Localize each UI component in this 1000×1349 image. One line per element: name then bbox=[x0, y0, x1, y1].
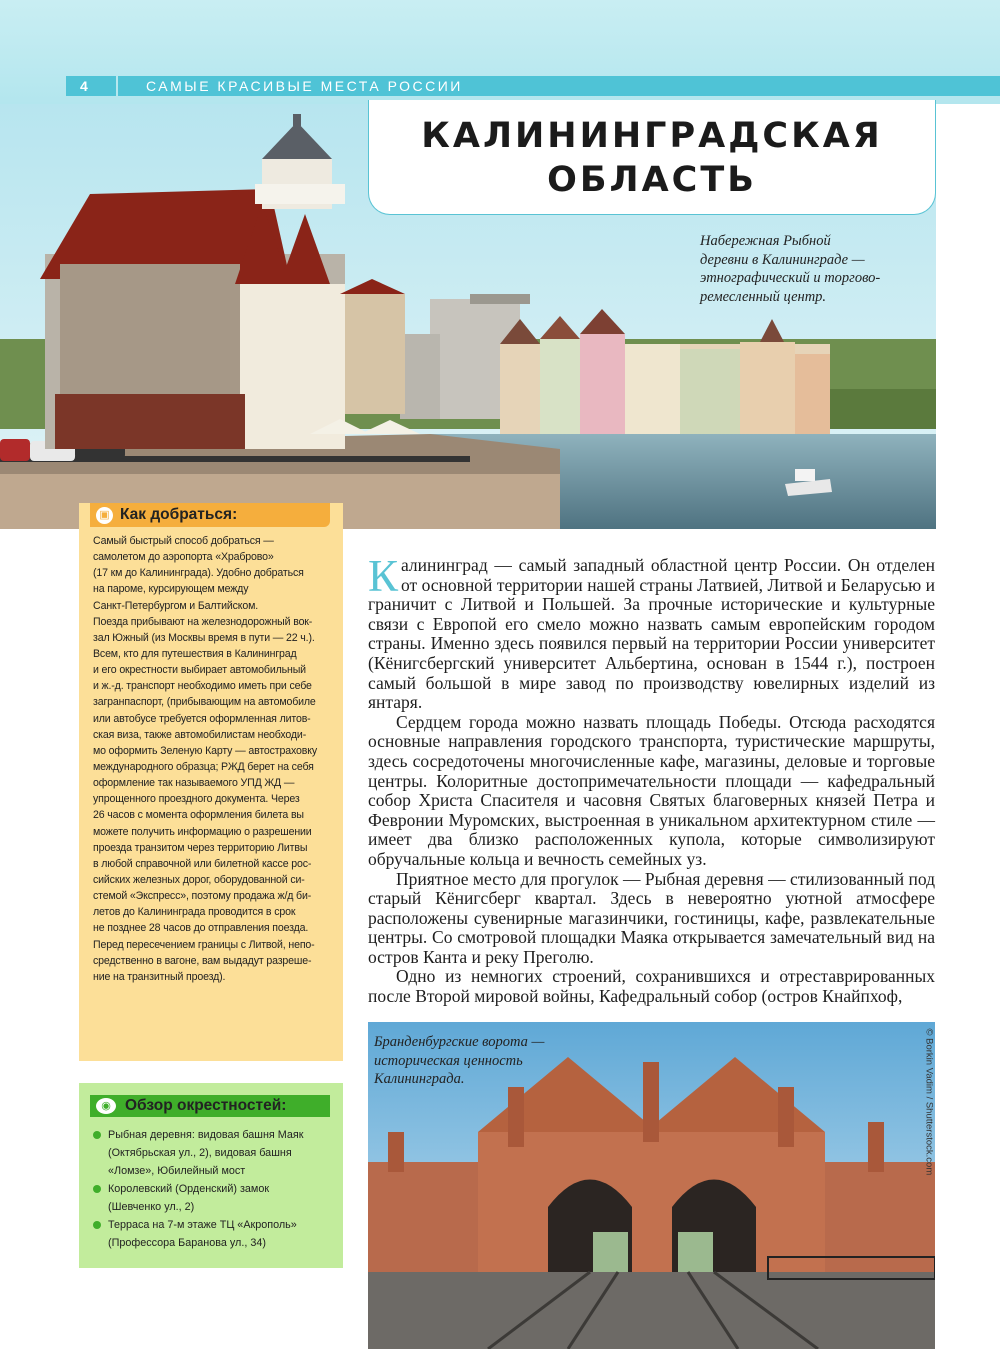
caption-top-line: этнографический и торгово- bbox=[700, 270, 881, 286]
list-item-line: (Шевченко ул., 2) bbox=[108, 1201, 195, 1213]
how-to-get-line: самолетом до аэропорта «Храброво» bbox=[93, 551, 274, 564]
how-to-get-line: оформление так называемого УПД ЖД — bbox=[93, 777, 295, 790]
list-item bbox=[93, 1180, 333, 1216]
how-to-get-line: можете получить информацию о разрешении bbox=[93, 825, 312, 838]
how-to-get-line: и ж.-д. транспорт необходимо иметь при себе bbox=[93, 680, 312, 693]
article-paragraph: Одно из немногих строений, сохранившихся и отреставрированных после Второй мировой войны, Кафедральный собор (остров Кнайпхоф, bbox=[368, 966, 935, 1007]
how-to-get-line: мо оформить Зеленую Карту — автостраховку bbox=[93, 744, 317, 757]
how-to-get-line: сийских железных дорог, оборудованной си- bbox=[93, 873, 305, 886]
bullet-icon bbox=[93, 1131, 101, 1139]
how-to-get-line: упрощенного проездного документа. Через bbox=[93, 793, 300, 806]
how-to-get-line: летов до Калининграда проводится в срок bbox=[93, 906, 296, 919]
how-to-get-line: ская виза, также автомобилистам необходи- bbox=[93, 728, 307, 741]
list-item-line: (Профессора Баранова ул., 34) bbox=[108, 1237, 266, 1249]
caption-bottom bbox=[374, 1033, 574, 1089]
caption-top-line: деревни в Калининграде — bbox=[700, 251, 865, 268]
how-to-get-line: Всем, кто для путешествия в Калининград bbox=[93, 647, 297, 660]
bullet-icon bbox=[93, 1185, 101, 1193]
how-to-get-line: или автобусе требуется оформленная литов- bbox=[93, 712, 311, 725]
how-to-get-line: загранпаспорт, (прибывающим на автомобиле bbox=[93, 696, 316, 709]
how-to-get-line: не позднее 28 часов до отправления поезда. bbox=[93, 922, 309, 935]
caption-bottom-line: Бранденбургские ворота — bbox=[374, 1034, 545, 1050]
article-paragraph: Приятное место для прогулок — Рыбная деревня — стилизованный под старый Кёнигсберг квартал. Здесь в невероятно уютной атмосфере расположены сувенирные магазинчики, гостиницы, кафе, развлекательные центры. Со смотровой площадки Маяка открывается замечательный вид на остров Канта и реку Преголю. bbox=[368, 868, 935, 967]
caption-top-line: ремесленный центр. bbox=[700, 288, 827, 305]
how-to-get-line: международного образца; РЖД берет на себя bbox=[93, 760, 314, 773]
how-to-get-line: Санкт-Петербургом и Балтийском. bbox=[93, 599, 259, 612]
list-item bbox=[93, 1126, 333, 1180]
list-item-line: Рыбная деревня: видовая башня Маяк bbox=[108, 1129, 304, 1141]
page-number: 4 bbox=[66, 76, 116, 96]
how-to-get-line: ние на транзитный проезд). bbox=[93, 970, 226, 983]
how-to-get-line: в любой справочной или билетной кассе рос- bbox=[93, 857, 312, 870]
caption-bottom-line: Калининграда. bbox=[374, 1071, 465, 1087]
article-body bbox=[368, 551, 935, 1007]
list-item-line: Королевский (Орденский) замок bbox=[108, 1183, 270, 1195]
how-to-get-line: стемой «Экспресс», поэтому продажа ж/д би- bbox=[93, 890, 312, 903]
title-box bbox=[368, 100, 936, 215]
around-list bbox=[93, 1126, 333, 1252]
photo-credit: © Borkin Vadim / Shutterstock.com bbox=[923, 1028, 935, 1176]
bullet-icon bbox=[93, 1221, 101, 1229]
how-to-get-line: (17 км до Калининграда). Удобно добраться bbox=[93, 567, 304, 580]
dropcap: К bbox=[368, 551, 399, 601]
how-to-get-line: на пароме, курсирующем между bbox=[93, 583, 249, 596]
how-to-get-line: Самый быстрый способ добраться — bbox=[93, 535, 274, 547]
article-paragraph: Сердцем города можно назвать площадь Победы. Отсюда расходятся основные направления городского транспорта, туристические маршруты, здесь сосредоточены многочисленные кафе, магазины, деловые и торговые центры. Колоритные достопримечательности площади — кафедральный собор Христа Спасителя и часовня Святых благоверных князей Петра и Февронии Муромских, выстроенная в уникальном архитектурном стиле — имеет два близко расположенных купола, которые символизируют обручальные кольца и вечность семейных уз. bbox=[368, 711, 935, 869]
article-paragraph: Калининград — самый западный областной центр России. Он отделен от основной территории нашей страны Латвией, Литвой и Беларусью и граничит с Литвой и Польшей. За прочные исторические и культурные связи с Европой его смело можно назвать самым европейским городом страны. Именно здесь появился первый на территории России университет (Кёнигсбергский университет Альбертина, основан в 1544 г.), построен самый большой в мире завод по производству ювелирных изделий из янтаря. bbox=[368, 551, 935, 713]
how-to-get-line: 26 часов с момента оформления билета вы bbox=[93, 809, 304, 822]
bus-icon: ▣ bbox=[96, 507, 113, 524]
how-to-get-text bbox=[93, 533, 333, 985]
list-item-line: Терраса на 7-м этаже ТЦ «Акрополь» bbox=[108, 1219, 297, 1231]
caption-top-line: Набережная Рыбной bbox=[700, 233, 831, 249]
how-to-get-line: и его окрестности выбирает автомобильный bbox=[93, 664, 306, 677]
title-line-2: ОБЛАСТЬ bbox=[547, 160, 757, 200]
how-to-get-line: Перед пересечением границы с Литвой, непо- bbox=[93, 938, 315, 951]
how-to-get-line: зал Южный (из Москвы время в пути — 22 ч.). bbox=[93, 631, 315, 644]
section-title: САМЫЕ КРАСИВЫЕ МЕСТА РОССИИ bbox=[146, 78, 463, 94]
eye-icon: ◉ bbox=[96, 1098, 116, 1114]
how-to-get-line: Поезда прибывают на железнодорожный вок- bbox=[93, 615, 313, 628]
how-to-get-line: проезда транзитом через территорию Литвы bbox=[93, 841, 308, 854]
title-line-1: КАЛИНИНГРАДСКАЯ bbox=[421, 116, 883, 156]
list-item-line: «Ломзе», Юбилейный мост bbox=[108, 1165, 246, 1177]
list-item bbox=[93, 1216, 333, 1252]
caption-bottom-line: историческая ценность bbox=[374, 1052, 523, 1069]
caption-top bbox=[700, 232, 930, 306]
how-to-get-line: средственно в вагоне, вам выдадут разреше- bbox=[93, 954, 312, 967]
how-to-get-heading: Как добраться: bbox=[120, 506, 238, 523]
around-heading: Обзор окрестностей: bbox=[125, 1097, 287, 1114]
list-item-line: (Октябрьская ул., 2), видовая башня bbox=[108, 1147, 292, 1159]
